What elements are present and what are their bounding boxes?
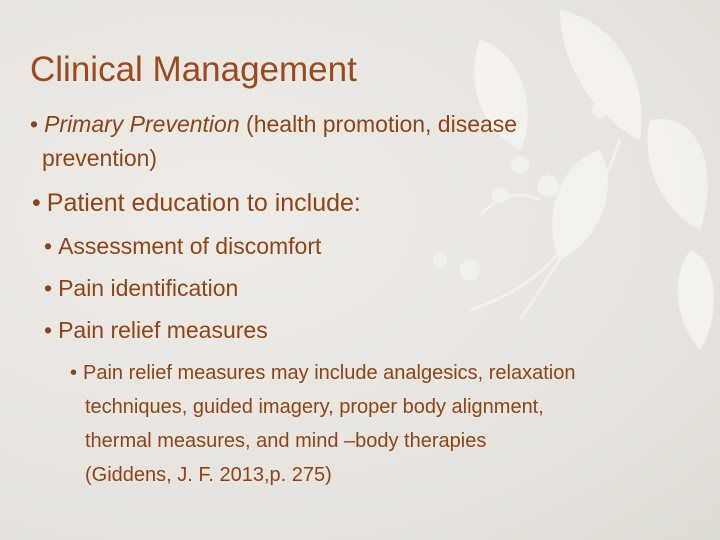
sub-bullet-pain-identification [44,275,238,302]
detail-line-1 [70,362,576,385]
detail-line-2: techniques, guided imagery, proper body alignment, [85,396,544,418]
sub-bullet-pain-relief [44,317,268,344]
detail-text: Pain relief measures may include analgesics, relaxation [83,362,576,384]
bullet-marker: • [70,362,78,384]
sub-bullet-assessment [44,233,321,260]
sub-bullet-text: Pain relief measures [58,317,268,343]
slide-title: Clinical Management [30,50,357,89]
detail-line-3: thermal measures, and mind –body therapies [85,430,487,452]
patient-education-text: Patient education to include: [46,189,361,217]
primary-prevention-rest: (health promotion, disease [239,111,518,137]
bullet-marker: • [44,233,53,259]
bullet-primary-prevention [30,111,517,138]
detail-citation: (Giddens, J. F. 2013,p. 275) [85,464,332,486]
bullet-marker: • [32,189,41,217]
primary-prevention-continuation: prevention) [42,145,158,171]
sub-bullet-text: Pain identification [58,275,239,301]
primary-prevention-emphasis: Primary Prevention [44,111,240,137]
bullet-patient-education [32,189,361,218]
bullet-marker: • [44,317,53,343]
bullet-marker: • [44,275,53,301]
bullet-marker: • [30,111,39,137]
sub-bullet-text: Assessment of discomfort [58,233,322,259]
